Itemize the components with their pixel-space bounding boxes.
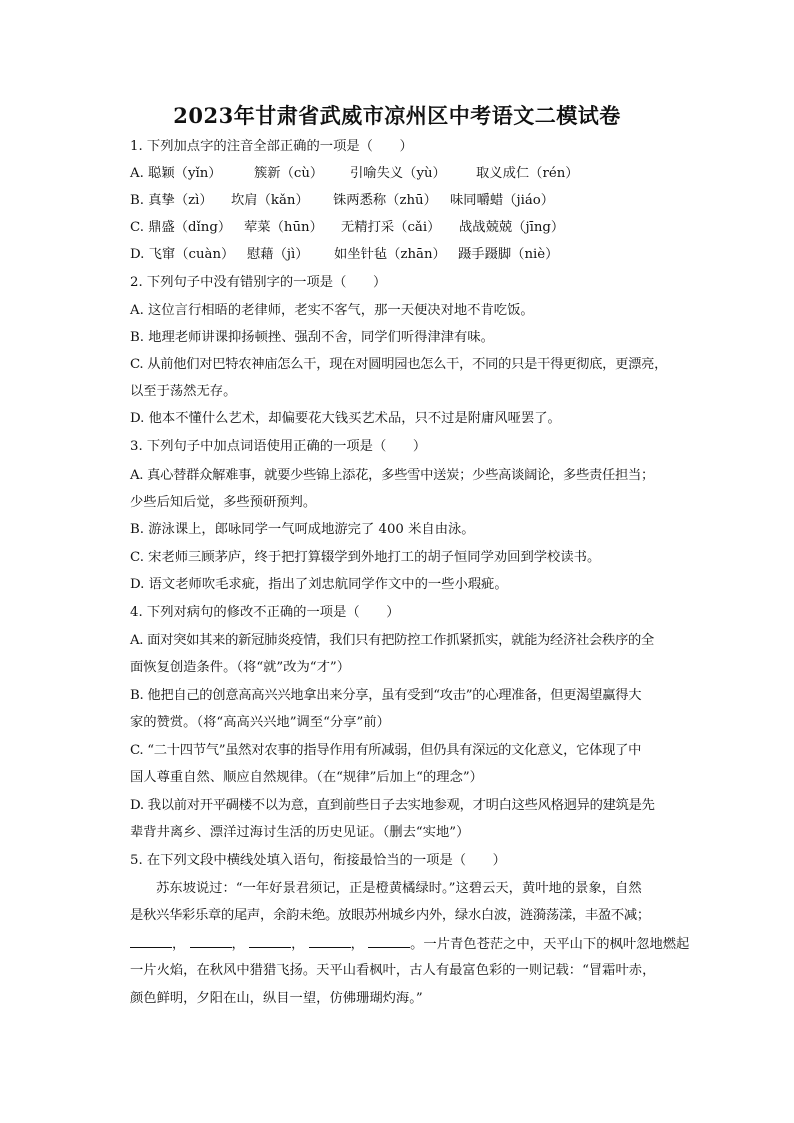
q3-option-a-line1: A. 真心替群众解难事，就要少些锦上添花，多些雪中送炭；少些高谈阔论，多些责任担当； [130, 468, 655, 483]
fill-blank-5[interactable] [368, 935, 410, 948]
q1-d-3: 如坐针毡（zhān） [334, 247, 446, 262]
q1-b-1: B. 真挚（zì） [130, 193, 213, 208]
q4-option-c-line1: C. “二十四节气”虽然对农事的指导作用有所减弱，但仍具有深远的文化意义，它体现了中 [130, 743, 642, 758]
q4-option-b-line2: 家的赞赏。（将“高高兴兴地”调至“分享”前） [130, 715, 390, 730]
q1-b-2: 坎肩（kǎn） [231, 193, 309, 208]
q2-option-b: B. 地理老师讲课抑扬顿挫、强刮不舍，同学们听得津津有味。 [130, 330, 494, 345]
fill-blank-2[interactable] [190, 935, 232, 948]
q4-stem: 4. 下列对病句的修改不正确的一项是（ ） [130, 605, 400, 620]
q1-c-3: 无精打采（cǎi） [341, 220, 441, 235]
q4-option-a-line1: A. 面对突如其来的新冠肺炎疫情，我们只有把防控工作抓紧抓实，就能为经济社会秩序的全 [130, 633, 655, 648]
q5-stem: 5. 在下列文段中横线处填入语句，衔接最恰当的一项是（ ） [130, 853, 506, 868]
q3-option-d: D. 语文老师吹毛求疵，指出了刘忠航同学作文中的一些小瑕疵。 [130, 577, 508, 592]
q1-d-2: 慰藉（jì） [247, 247, 309, 262]
q5-passage-line5: 颜色鲜明，夕阳在山，纵目一望，仿佛珊瑚灼海。” [130, 991, 423, 1006]
q4-option-c-line2: 国人尊重自然、顺应自然规律。（在“规律”后加上“的理念”） [130, 770, 483, 785]
q2-option-c-line2: 以至于荡然无存。 [130, 384, 237, 399]
fill-blank-3[interactable] [249, 935, 291, 948]
q3-stem: 3. 下列句子中加点词语使用正确的一项是（ ） [130, 439, 427, 454]
q1-option-c [130, 219, 564, 237]
q2-stem: 2. 下列句子中没有错别字的一项是（ ） [130, 275, 387, 290]
q4-option-b-line1: B. 他把自己的创意高高兴兴地拿出来分享，虽有受到“攻击”的心理准备，但更渴望赢得大 [130, 688, 642, 703]
q1-b-4: 味同嚼蜡（jiáo） [450, 193, 555, 208]
q2-option-d: D. 他本不懂什么艺术，却偏要花大钱买艺术品，只不过是附庸风哑罢了。 [130, 411, 561, 426]
q1-option-b [130, 192, 554, 210]
q2-option-a: A. 这位言行相晤的老律师，老实不客气，那一天便决对地不肯吃饭。 [130, 303, 534, 318]
q5-passage-line3-text: 。一片青色苍茫之中，天平山下的枫叶忽地燃起 [410, 937, 690, 952]
q5-passage-line4: 一片火焰，在秋风中猎猎飞扬。天平山看枫叶，古人有最富色彩的一则记载：“冒霜叶赤， [130, 963, 656, 978]
q5-passage-line1: 苏东坡说过：“一年好景君须记，正是橙黄橘绿时。”这碧云天，黄叶地的景象，自然 [156, 881, 642, 896]
q1-d-4: 蹑手蹑脚（niè） [458, 247, 559, 262]
q2-option-c-line1: C. 从前他们对巴特农神庙怎么干，现在对圆明园也怎么干，不同的只是干得更彻底，更漂亮， [130, 357, 668, 372]
q1-a-4: 取义成仁（rén） [476, 166, 579, 181]
q3-option-c: C. 宋老师三顾茅庐，终于把打算辍学到外地打工的胡子恒同学劝回到学校读书。 [130, 550, 601, 565]
q4-option-d-line1: D. 我以前对开平碉楼不以为意，直到前些日子去实地参观，才明白这些风格迥异的建筑是先 [130, 798, 655, 813]
q1-c-4: 战战兢兢（jīng） [459, 220, 565, 235]
fill-blank-1[interactable] [130, 935, 172, 948]
q1-b-3: 铢两悉称（zhū） [333, 193, 437, 208]
q5-passage-line2: 是秋兴华彩乐章的尾声，余韵未绝。放眼苏州城乡内外，绿水白波，涟漪荡漾，丰盈不减； [130, 908, 650, 923]
page-title: 2023年甘肃省武威市凉州区中考语文二模试卷 [173, 103, 621, 128]
q3-option-b: B. 游泳课上，郎咏同学一气呵成地游完了 400 米自由泳。 [130, 522, 475, 537]
q1-a-3: 引喻失义（yù） [350, 166, 446, 181]
q5-passage-line3: ， ， ， ， 。一片青色苍茫之中，天平山下的枫叶忽地燃起 [130, 935, 689, 954]
q3-option-a-line2: 少些后知后觉，多些预研预判。 [130, 495, 317, 510]
q1-option-d [130, 246, 558, 264]
q1-option-a [130, 165, 579, 183]
q1-a-1: A. 聪颖（yǐn） [130, 166, 222, 181]
q1-c-2: 荤菜（hūn） [244, 220, 323, 235]
q1-a-2: 簇新（cù） [254, 166, 324, 181]
fill-blank-4[interactable] [309, 935, 351, 948]
q4-option-a-line2: 面恢复创造条件。（将“就”改为“才”） [130, 660, 350, 675]
q4-option-d-line2: 辈背井离乡、漂洋过海讨生活的历史见证。（删去“实地”） [130, 825, 470, 840]
q1-c-1: C. 鼎盛（dǐng） [130, 220, 232, 235]
q1-d-1: D. 飞窜（cuàn） [130, 247, 235, 262]
q1-stem: 1. 下列加点字的注音全部正确的一项是（ ） [130, 139, 413, 154]
